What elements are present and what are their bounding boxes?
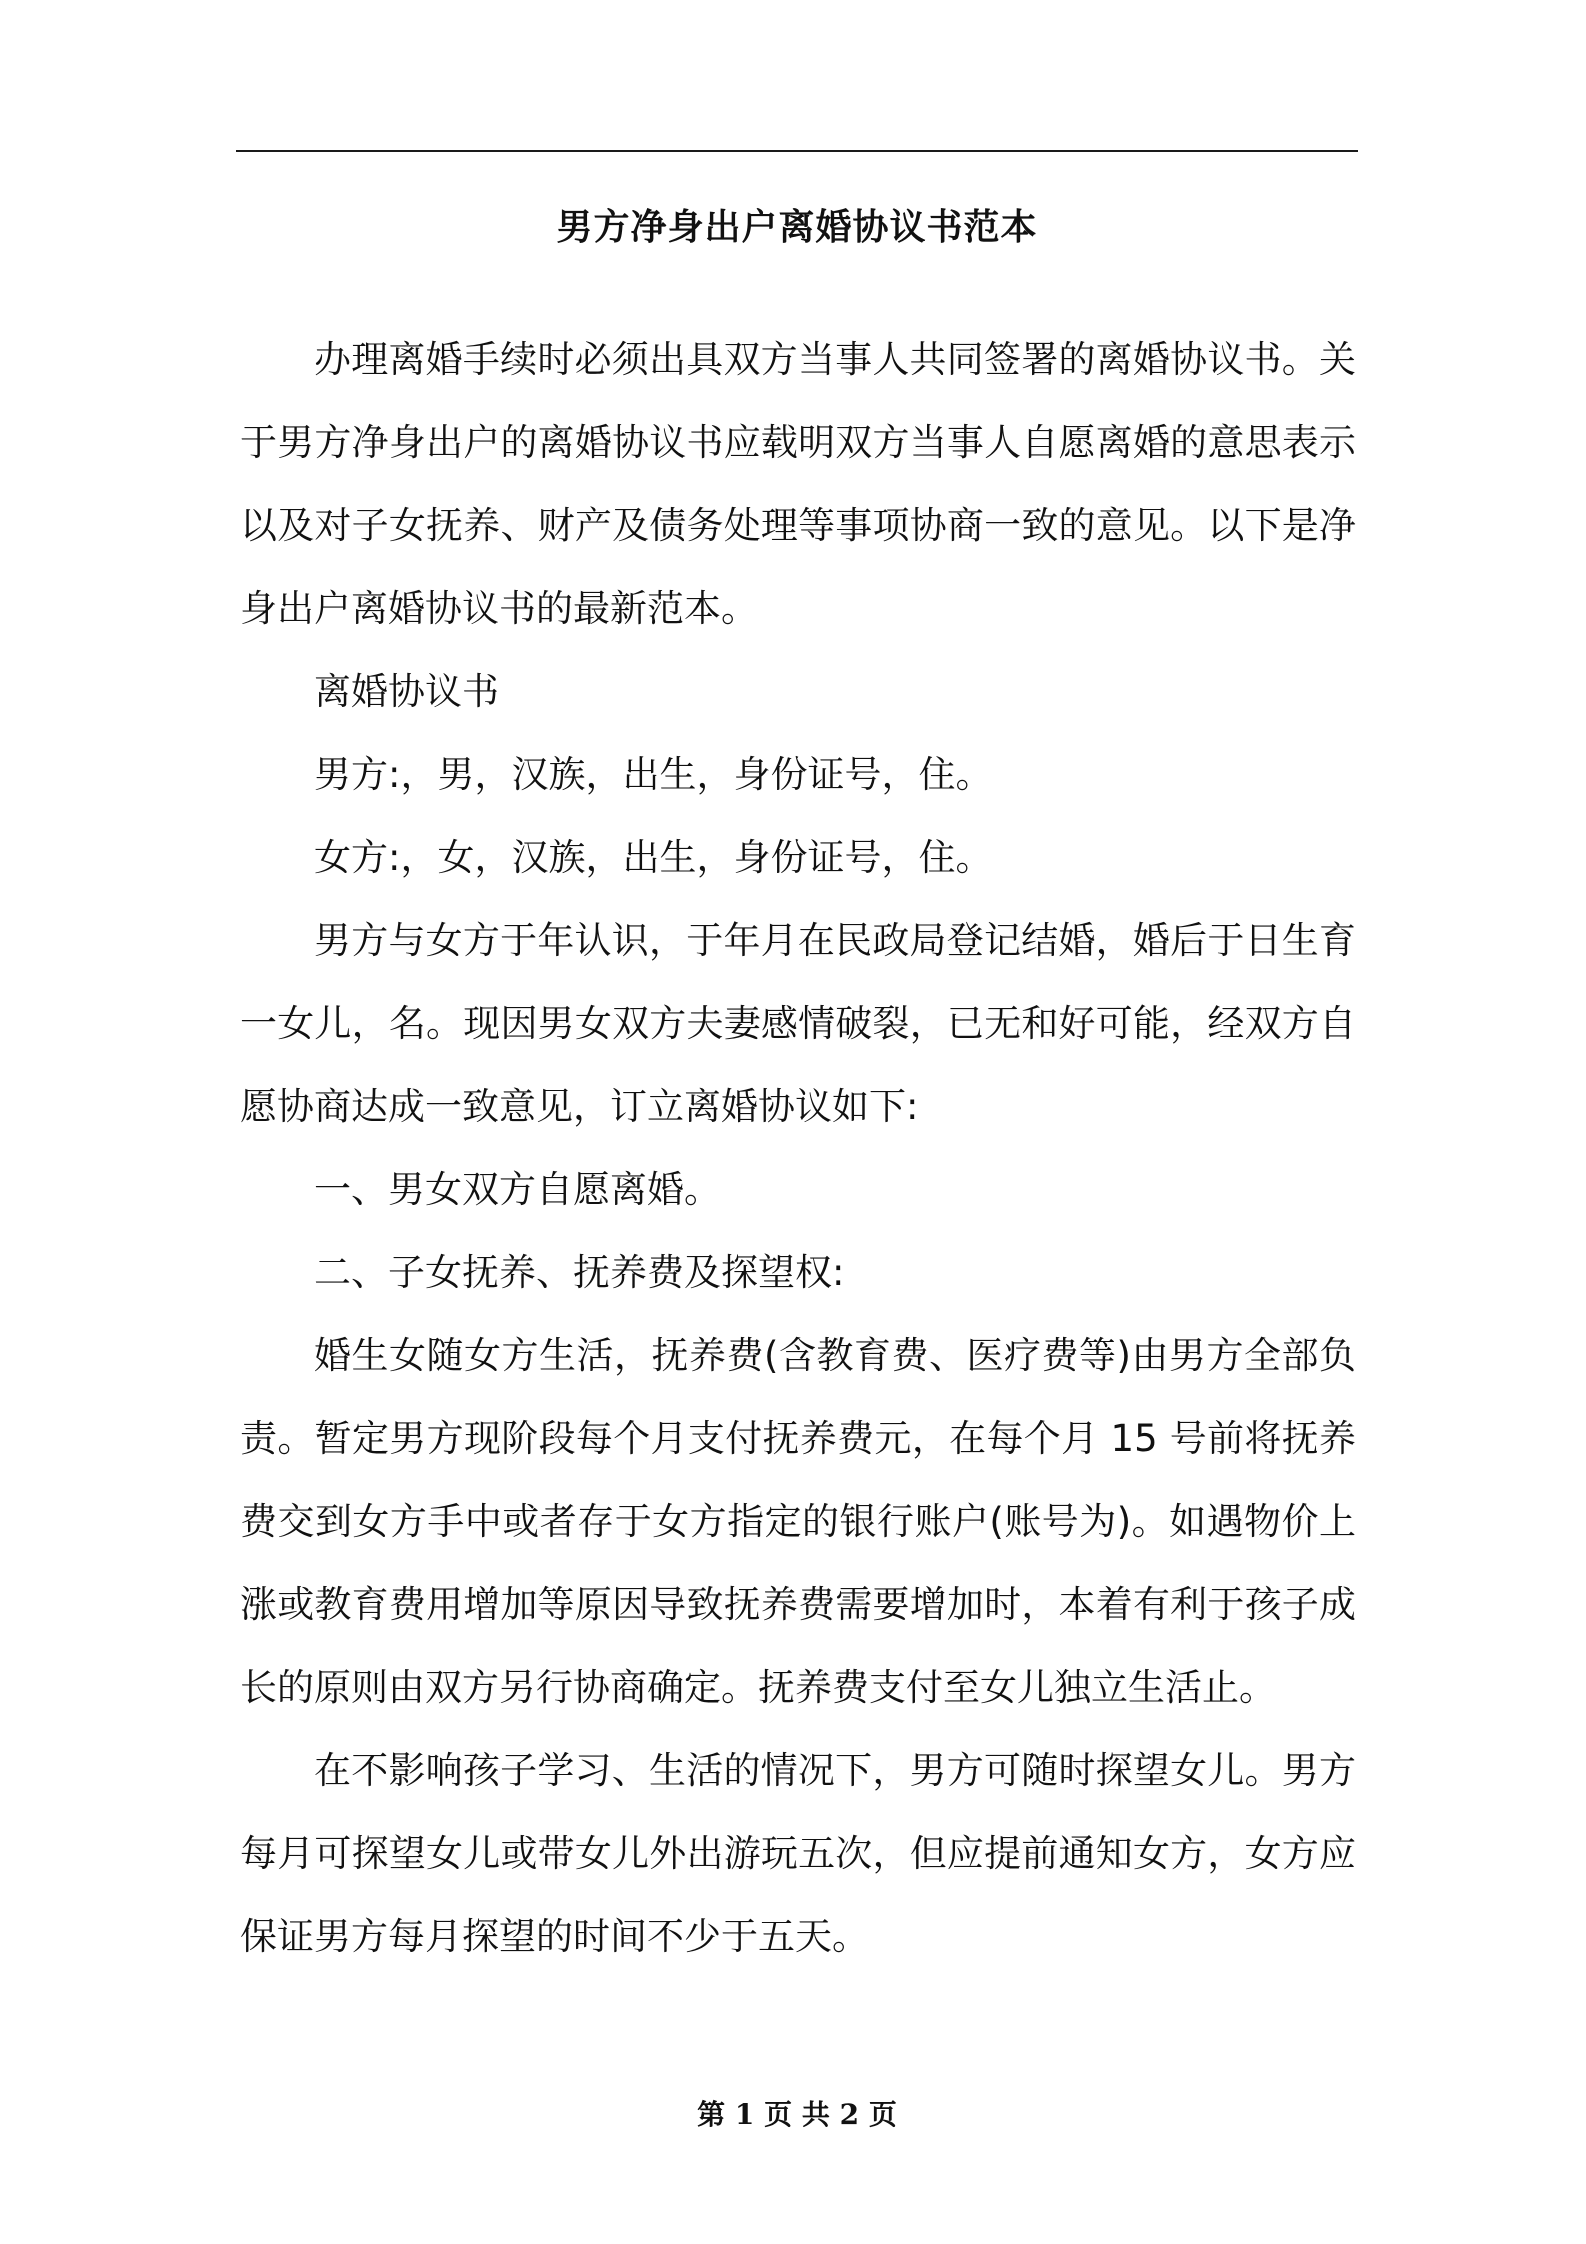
- document-title: 男方净身出户离婚协议书范本: [556, 207, 1038, 248]
- husband-info: 男方:，男，汉族，出生，身份证号，住。: [314, 753, 993, 796]
- clause-2-heading: 二、子女抚养、抚养费及探望权:: [314, 1251, 845, 1294]
- visitation-paragraph: 在不影响孩子学习、生活的情况下，男方可随时探望女儿。男方每月可探望女儿或带女儿外出游玩五次，但应提前通知女方，女方应保证男方每月探望的时间不少于五天。: [240, 1749, 1356, 1958]
- page-number-footer: 第 1 页 共 2 页: [697, 2098, 897, 2131]
- agreement-heading: 离婚协议书: [314, 670, 499, 713]
- child-support-paragraph: 婚生女随女方生活，抚养费(含教育费、医疗费等)由男方全部负责。暂定男方现阶段每个月支付抚养费元，在每个月 15 号前将抚养费交到女方手中或者存于女方指定的银行账户(账号为)。如遇物价上涨或教育费用增加等原因导致抚养费需要增加时，本着有利于孩子成长的原则由双方另行协商确定。抚养费支付至女儿独立生活止。: [240, 1334, 1356, 1709]
- document-body: [240, 318, 1356, 1978]
- clause-1: 一、男女双方自愿离婚。: [314, 1168, 721, 1211]
- marriage-background: 男方与女方于年认识，于年月在民政局登记结婚，婚后于日生育一女儿，名。现因男女双方夫妻感情破裂，已无和好可能，经双方自愿协商达成一致意见，订立离婚协议如下:: [240, 919, 1356, 1128]
- header-rule: [236, 150, 1358, 152]
- intro-paragraph: 办理离婚手续时必须出具双方当事人共同签署的离婚协议书。关于男方净身出户的离婚协议书应载明双方当事人自愿离婚的意思表示以及对子女抚养、财产及债务处理等事项协商一致的意见。以下是净身出户离婚协议书的最新范本。: [240, 338, 1356, 630]
- wife-info: 女方:，女，汉族，出生，身份证号，住。: [314, 836, 993, 879]
